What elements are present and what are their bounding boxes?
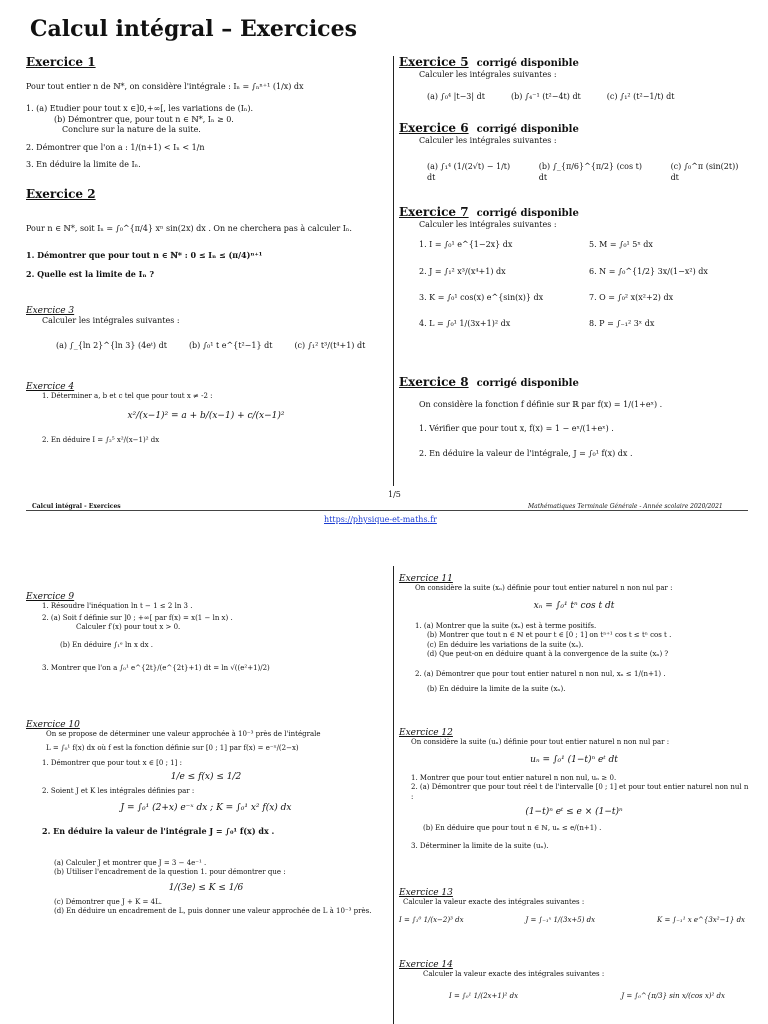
exercise-11-q1d: (d) Que peut-on en déduire quant à la convergence de la suite (xₙ) ?: [427, 650, 669, 659]
exercise-10-qb: (b) Utiliser l'encadrement de la question 1. pour démontrer que :: [54, 868, 286, 877]
exercise-10-intro: On se propose de déterminer une valeur approchée à 10⁻³ près de l'intégrale: [46, 730, 321, 739]
exercise-5: [399, 56, 749, 103]
exercise-13-intro: Calculer la valeur exacte des intégrales suivantes :: [403, 898, 585, 907]
exercise-14-i: I = ∫₀¹ 1/(2x+1)² dx: [449, 991, 519, 1000]
page-number: 1/5: [388, 490, 401, 499]
exercise-9: [26, 592, 386, 674]
exercise-5-correction: corrigé disponible: [476, 58, 579, 69]
exercise-9-q2a: 2. (a) Soit f définie sur ]0 ; +∞[ par f(x) = x(1 − ln x) .: [42, 613, 233, 622]
exercise-7-item-4: 4. L = ∫₀¹ 1/(3x+1)² dx: [419, 319, 511, 329]
exercise-7-item-8: 8. P = ∫₋₁² 3ˣ dx: [589, 319, 655, 329]
exercise-7-intro: Calculer les intégrales suivantes :: [419, 219, 557, 229]
exercise-3-a: (a) ∫_{ln 2}^{ln 3} (4eᵗ) dt: [56, 340, 167, 350]
exercise-7: [399, 206, 749, 330]
exercise-5-a: (a) ∫₀⁴ |t−3| dt: [427, 92, 485, 102]
exercise-10-qd: (d) En déduire un encadrement de L, puis donner une valeur approchée de L à 10⁻³ près.: [54, 907, 372, 916]
exercise-12-heading: Exercice 12: [399, 728, 453, 738]
exercise-10-heading: Exercice 10: [26, 720, 80, 730]
exercise-9-q2b: (b) En déduire ∫₁ᵉ ln x dx .: [60, 640, 153, 649]
exercise-11-q1c: (c) En déduire les variations de la suite (xₙ).: [427, 640, 584, 649]
exercise-8-correction: corrigé disponible: [476, 378, 579, 389]
site-link[interactable]: https://physique-et-maths.fr: [324, 515, 437, 524]
exercise-14-j: J = ∫₀^{π/3} sin x/(cos x)² dx: [621, 991, 725, 1000]
exercise-11-q1b: (b) Montrer que tout n ∈ ℕ et pour t ∈ [0 ; 1] on tⁿ⁺¹ cos t ≤ tⁿ cos t .: [427, 631, 672, 640]
exercise-7-item-5: 5. M = ∫₀¹ 5ˣ dx: [589, 240, 653, 250]
exercise-11-q1a: 1. (a) Montrer que la suite (xₙ) est à terme positifs.: [415, 621, 597, 630]
exercise-10-qa: (a) Calculer J et montrer que J = 3 − 4e⁻¹ .: [54, 858, 207, 867]
exercise-2-heading: Exercice 2: [26, 187, 96, 201]
exercise-10-q3: 2. En déduire la valeur de l'intégrale J = ∫₀¹ f(x) dx .: [42, 826, 275, 837]
exercise-5-c: (c) ∫₁² (t²−1/t) dt: [606, 92, 675, 102]
exercise-6-c: (c) ∫₀^π (sin(2t)) dt: [670, 162, 739, 182]
exercise-6: [399, 122, 749, 183]
exercise-11-q2a: 2. (a) Démontrer que pour tout entier naturel n non nul, xₙ ≤ 1/(n+1) .: [415, 669, 666, 678]
exercise-12-formula: uₙ = ∫₀¹ (1−t)ⁿ eᵗ dt: [530, 754, 618, 765]
exercise-7-correction: corrigé disponible: [476, 208, 579, 219]
exercise-4: [26, 382, 386, 445]
exercise-10-intro2: L = ∫₀¹ f(x) dx où f est la fonction définie sur [0 ; 1] par f(x) = e⁻ˣ/(2−x): [46, 743, 299, 752]
exercise-6-b: (b) ∫_{π/6}^{π/2} (cos t) dt: [538, 162, 642, 182]
exercise-4-formula: x²/(x−1)² = a + b/(x−1) + c/(x−1)²: [127, 410, 285, 421]
exercise-7-item-3: 3. K = ∫₀¹ cos(x) e^{sin(x)} dx: [419, 292, 544, 302]
exercise-13-j: J = ∫₋₁ˣ 1/(3x+5) dx: [525, 915, 596, 924]
exercise-1-q1a: 1. (a) Etudier pour tout x ∈]0,+∞[, les variations de (Iₙ).: [26, 104, 253, 114]
exercise-3-c: (c) ∫₁² t³/(t⁴+1) dt: [294, 340, 366, 350]
exercise-1-heading: Exercice 1: [26, 55, 96, 69]
exercise-10-q2: 2. Soient J et K les intégrales définies par :: [42, 786, 195, 795]
exercise-5-heading: Exercice 5: [399, 55, 469, 69]
exercise-7-item-1: 1. I = ∫₀¹ e^{1−2x} dx: [419, 240, 513, 250]
exercise-8-q2: 2. En déduire la valeur de l'intégrale, J = ∫₀¹ f(x) dx .: [419, 448, 633, 458]
column-divider: [393, 56, 394, 486]
exercise-7-item-7: 7. O = ∫₀² x(x²+2) dx: [589, 292, 674, 302]
exercise-2: [26, 188, 386, 279]
exercise-13-heading: Exercice 13: [399, 888, 453, 898]
exercise-14-intro: Calculer la valeur exacte des intégrales suivantes :: [423, 970, 605, 979]
exercise-11-q2b: (b) En déduire la limite de la suite (xₙ).: [427, 685, 566, 694]
exercise-8-intro: On considère la fonction f définie sur ℝ par f(x) = 1/(1+eˣ) .: [419, 399, 663, 409]
exercise-2-q2: 2. Quelle est la limite de Iₙ ?: [26, 268, 155, 279]
exercise-7-heading: Exercice 7: [399, 205, 469, 219]
exercise-10-f1: 1/e ≤ f(x) ≤ 1/2: [170, 771, 242, 782]
exercise-1-q2: 2. Démontrer que l'on a : 1/(n+1) < Iₙ < 1/n: [26, 143, 205, 153]
exercise-4-heading: Exercice 4: [26, 382, 75, 392]
exercise-4-q1: 1. Déterminer a, b et c tel que pour tout x ≠ -2 :: [42, 392, 213, 401]
exercise-5-intro: Calculer les intégrales suivantes :: [419, 69, 557, 79]
exercise-13-k: K = ∫₋₁¹ x e^{3x²−1} dx: [657, 915, 745, 924]
exercise-9-q3: 3. Montrer que l'on a ∫₀¹ e^{2t}/(e^{2t}+1) dt = ln √((e²+1)/2): [42, 664, 270, 673]
footer-right: Mathématiques Terminale Générale - Année scolaire 2020/2021: [528, 503, 723, 510]
footer-left: Calcul intégral - Exercices: [32, 503, 121, 510]
exercise-12-f2: (1−t)ⁿ eᵗ ≤ e × (1−t)ⁿ: [525, 807, 623, 818]
exercise-14: [399, 960, 749, 1001]
exercise-12-q1: 1. Montrer que pour tout entier naturel n non nul, uₙ ≥ 0.: [411, 773, 617, 782]
page-title: Calcul intégral – Exercices: [30, 16, 357, 42]
exercise-5-b: (b) ∫₄⁻¹ (t²−4t) dt: [510, 92, 581, 102]
exercise-3-b: (b) ∫₀¹ t e^{t²−1} dt: [188, 340, 273, 350]
footer-rule: [26, 510, 748, 511]
exercise-7-item-6: 6. N = ∫₀^{1/2} 3x/(1−x²) dx: [589, 266, 708, 276]
exercise-6-a: (a) ∫₁⁴ (1/(2√t) − 1/t) dt: [427, 162, 511, 182]
exercise-1-q1c: Conclure sur la nature de la suite.: [62, 124, 201, 134]
exercise-8: [399, 376, 749, 459]
exercise-4-q2: 2. En déduire I = ∫₂⁵ x²/(x−1)² dx: [42, 435, 160, 444]
exercise-10-qc: (c) Démontrer que J + K = 4L.: [54, 897, 162, 906]
exercise-2-intro: Pour n ∈ ℕ*, soit Iₙ = ∫₀^{π/4} xⁿ sin(2x) dx . On ne cherchera pas à calculer Iₙ.: [26, 223, 352, 233]
exercise-12-intro: On considère la suite (uₙ) définie pour tout entier naturel n non nul par :: [411, 738, 670, 747]
exercise-1-intro: Pour tout entier n de ℕ*, on considère l'intégrale : Iₙ = ∫ₙⁿ⁺¹ (1/x) dx: [26, 81, 304, 91]
exercise-10-q1: 1. Démontrer que pour tout x ∈ [0 ; 1] :: [42, 759, 182, 768]
exercise-11-formula: xₙ = ∫₀¹ tⁿ cos t dt: [533, 600, 615, 611]
exercise-9-heading: Exercice 9: [26, 592, 75, 602]
exercise-6-heading: Exercice 6: [399, 121, 469, 135]
exercise-9-q1: 1. Résoudre l'inéquation ln t − 1 ≤ 2 ln 3 .: [42, 602, 193, 611]
exercise-12-q2a: 2. (a) Démontrer que pour tout réel t de l'intervalle [0 ; 1] et pour tout entier naturel non nul n :: [411, 783, 749, 801]
exercise-8-heading: Exercice 8: [399, 375, 469, 389]
exercise-1-q3: 3. En déduire la limite de Iₙ.: [26, 159, 141, 169]
exercise-11-intro: On considère la suite (xₙ) définie pour tout entier naturel n non nul par :: [415, 584, 673, 593]
exercise-11: [399, 574, 749, 695]
exercise-6-correction: corrigé disponible: [476, 124, 579, 135]
exercise-1: [26, 56, 386, 170]
exercise-12-q3: 3. Déterminer la limite de la suite (uₙ).: [411, 841, 549, 850]
exercise-8-q1: 1. Vérifier que pour tout x, f(x) = 1 − eˣ/(1+eˣ) .: [419, 424, 614, 434]
exercise-10-f3: 1/(3e) ≤ K ≤ 1/6: [168, 882, 244, 893]
exercise-6-intro: Calculer les intégrales suivantes :: [419, 135, 557, 145]
exercise-10-f2: J = ∫₀¹ (2+x) e⁻ˣ dx ; K = ∫₀¹ x² f(x) dx: [120, 803, 292, 814]
exercise-3: [26, 306, 386, 351]
page-2: [0, 566, 768, 1024]
exercise-13-i: I = ∫₁⁰ 1/(x−2)³ dx: [399, 915, 464, 924]
exercise-7-item-2: 2. J = ∫₁² x³/(x⁴+1) dx: [419, 266, 506, 276]
exercise-3-intro: Calculer les intégrales suivantes :: [42, 316, 180, 326]
exercise-10: [26, 720, 386, 917]
exercise-2-q1: 1. Démontrer que pour tout n ∈ ℕ* : 0 ≤ Iₙ ≤ (π/4)ⁿ⁺¹: [26, 250, 263, 261]
exercise-9-q2a2: Calculer f′(x) pour tout x > 0.: [76, 623, 181, 632]
exercise-1-q1b: (b) Démontrer que, pour tout n ∈ ℕ*, Iₙ ≥ 0.: [54, 114, 234, 124]
exercise-12-q2b: (b) En déduire que pour tout n ∈ ℕ, uₙ ≤ e/(n+1) .: [423, 824, 602, 833]
exercise-11-heading: Exercice 11: [399, 574, 453, 584]
exercise-3-heading: Exercice 3: [26, 306, 75, 316]
exercise-14-heading: Exercice 14: [399, 960, 453, 970]
exercise-12: [399, 728, 749, 851]
column-divider-2: [393, 566, 394, 1024]
exercise-13: [399, 888, 749, 925]
